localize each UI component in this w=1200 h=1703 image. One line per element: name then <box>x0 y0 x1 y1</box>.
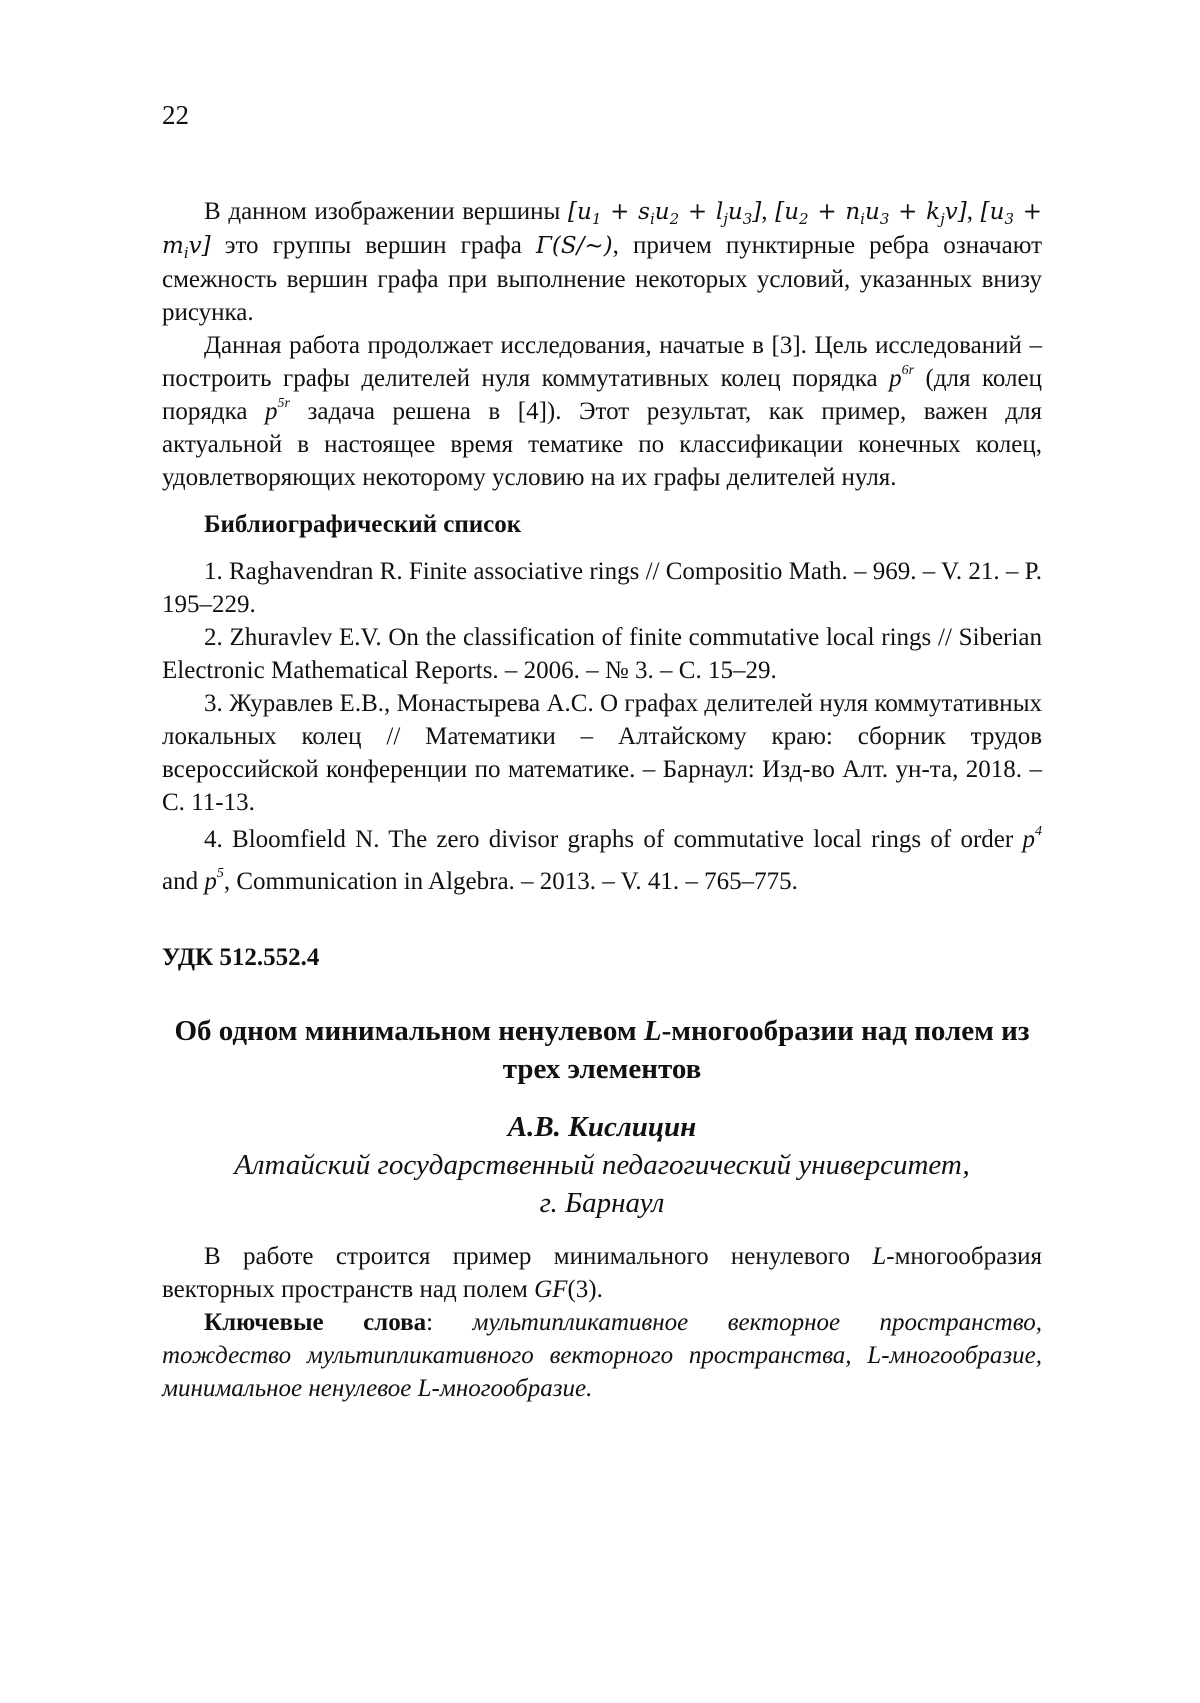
keywords-label: Ключевые слова <box>204 1309 427 1336</box>
power-p-6r: $p^{6r}$ <box>889 363 915 392</box>
para1-text-c: , причем пунктирные ребра означают смежность вершин графа при выполнение некоторых условий, указанных внизу рисунка. <box>162 232 1042 326</box>
article-abstract: В работе строится пример минимального ненулевого L-многообразия векторных пространств над полем GF(3). <box>162 1243 1042 1303</box>
page-content <box>162 195 1042 1405</box>
power-p-5r: $p^{5r}$ <box>265 396 290 425</box>
page-number: 22 <box>162 100 189 130</box>
para1-text-b: это группы вершин графа <box>210 232 536 259</box>
vertex-group-3-formula: $[u_3 + m_iv]$ <box>162 199 1043 262</box>
bibliography-item-3: 3. Журавлев Е.В., Монастырева А.С. О графах делителей нуля коммутативных локальных колец // Математики – Алтайскому краю: сборник трудов всероссийской конференции по математике. – Барнаул: Изд-во Алт. ун-та, 2018. – С. 11-13. <box>162 690 1042 816</box>
paragraph-research-goal: Данная работа продолжает исследования, начатые в [3]. Цель исследований – построить графы делителей нуля коммутативных колец порядка $p^{6r}$ (для колец порядка $p^{5r}$ задача решена в [4]). Этот результат, как пример, важен для актуальной в настоящее время тематике по классификации конечных колец, удовлетворяющих некоторому условию на их графы делителей нуля. <box>162 332 1042 491</box>
article-author: А.В. Кислицин <box>507 1111 697 1143</box>
para1-text-a: В данном изображении вершины <box>204 198 569 225</box>
vertex-group-1-formula: $[u_1 + s_iu_2 + l_ju_3]$ <box>568 199 762 228</box>
keywords-text: мультипликативное векторное пространство, тождество мультипликативного векторного пространства, L-многообразие, минимальное ненулевое L-многообразие. <box>162 1309 1042 1402</box>
power-p-4: $p^4$ <box>1022 824 1042 853</box>
bibliography-item-1: 1. Raghavendran R. Finite associative rings // Compositio Math. – 969. – V. 21. – P. 195–229. <box>162 558 1042 618</box>
udk-code: УДК 512.552.4 <box>162 944 320 971</box>
bibliography-item-2: 2. Zhuravlev E.V. On the classification of finite commutative local rings // Siberian Electronic Mathematical Reports. – 2006. – № 3. – С. 15–29. <box>162 624 1042 684</box>
article-keywords: Ключевые слова: мультипликативное векторное пространство, тождество мультипликативного векторного пространства, L-многообразие, минимальное ненулевое L-многообразие. <box>162 1309 1042 1402</box>
paragraph-graph-description: В данном изображении вершины $[u_1 + s_iu_2 + l_ju_3]$, $[u_2 + n_iu_3 + k_jv]$, $[u_3 + m_iv]$ это группы вершин графа Γ(S/∼), причем пунктирные ребра означают смежность вершин графа при выполнение некоторых условий, указанных внизу рисунка. <box>162 198 1043 326</box>
graph-gamma-formula: Γ(S/∼) <box>535 233 613 259</box>
author-affiliation: Алтайский государственный педагогический университет, г. Барнаул <box>234 1149 970 1219</box>
vertex-group-2-formula: $[u_2 + n_iu_3 + k_jv]$ <box>775 199 967 228</box>
bibliography-heading: Библиографический список <box>204 511 522 538</box>
power-p-5: $p^5$ <box>204 866 224 895</box>
article-title: Об одном минимальном ненулевом L-многообразии над полем из трех элементов <box>174 1015 1030 1085</box>
bibliography-item-4: 4. Bloomfield N. The zero divisor graphs of commutative local rings of order $p^4$ and $p^5$, Communication in Algebra. – 2013. – V. 41. – 765–775. <box>162 824 1042 895</box>
